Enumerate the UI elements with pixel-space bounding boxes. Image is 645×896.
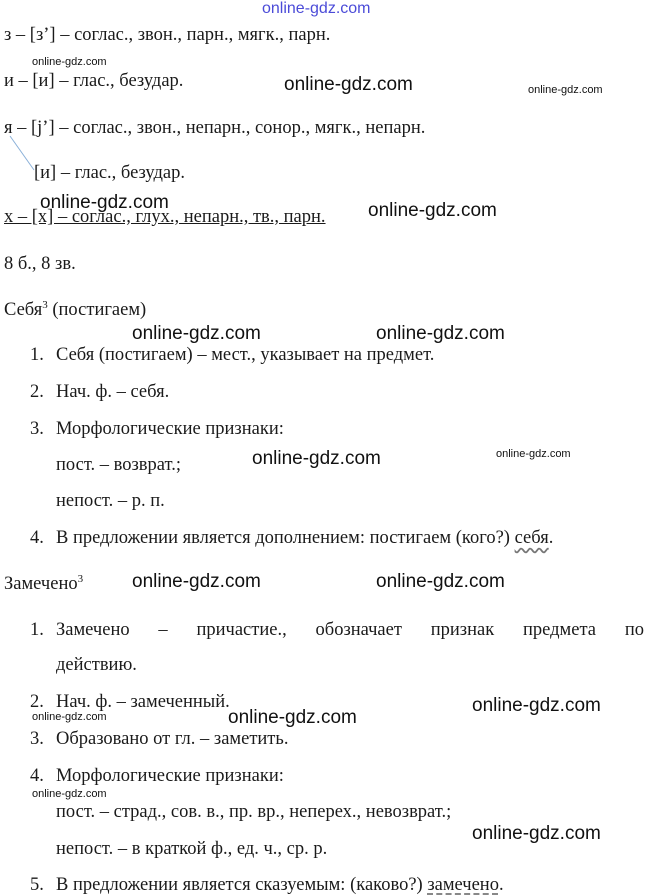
item-text: В предложении является дополнением: постигаем (кого?) — [56, 528, 515, 548]
word: по — [624, 620, 644, 640]
watermark: online-gdz.com — [32, 788, 107, 800]
watermark: online-gdz.com — [472, 695, 601, 716]
word: обозначает — [315, 620, 402, 640]
watermark: online-gdz.com — [40, 192, 169, 213]
watermark: online-gdz.com — [376, 571, 505, 592]
list-number: 1. — [30, 620, 44, 640]
watermark: online-gdz.com — [32, 56, 107, 68]
list-item: Морфологические признаки: — [56, 419, 284, 439]
heading-word: Замечено — [4, 574, 78, 594]
list-subitem: пост. – страд., сов. в., пр. вр., неперех., невозврат.; — [56, 802, 452, 822]
item-text: В предложении является сказуемым: (каково?) — [56, 875, 428, 895]
list-number: 4. — [30, 528, 44, 548]
list-item-continuation: действию. — [56, 655, 137, 675]
phonetic-line-ya: я – [j’] – соглас., звон., непарн., сонор., мягк., непарн. — [4, 118, 426, 138]
list-number: 2. — [30, 382, 44, 402]
watermark: online-gdz.com — [132, 571, 261, 592]
word: – — [158, 620, 168, 640]
watermark: online-gdz.com — [496, 448, 571, 460]
list-item-justified — [56, 619, 644, 641]
underlined-word: себя — [514, 528, 549, 548]
watermark: online-gdz.com — [472, 823, 601, 844]
list-number: 2. — [30, 692, 44, 712]
phonetic-line-ya-second: [и] – глас., безудар. — [34, 163, 186, 183]
sebya-heading — [4, 299, 146, 321]
list-number: 5. — [30, 875, 44, 895]
phonetic-line-z: з – [з’] – соглас., звон., парн., мягк., парн. — [4, 25, 331, 45]
list-item: Образовано от гл. – заметить. — [56, 729, 289, 749]
phonetic-line-h: х – [х] – соглас., глух., непарн., тв., парн. — [4, 207, 326, 227]
heading-superscript: 3 — [77, 573, 84, 585]
list-number: 1. — [30, 345, 44, 365]
phonetic-line-i: и – [и] – глас., безудар. — [4, 71, 184, 91]
word: Замечено — [56, 620, 130, 640]
heading-superscript: 3 — [42, 299, 48, 311]
watermark: online-gdz.com — [32, 711, 107, 723]
watermark: online-gdz.com — [376, 323, 505, 344]
item-end: . — [498, 875, 504, 895]
list-item — [56, 874, 504, 896]
list-subitem: непост. – р. п. — [56, 491, 165, 511]
zamecheno-heading — [4, 573, 83, 595]
item-end: . — [548, 528, 554, 548]
list-number: 3. — [30, 729, 44, 749]
watermark: online-gdz.com — [132, 323, 261, 344]
list-number: 3. — [30, 419, 44, 439]
list-subitem: непост. – в краткой ф., ед. ч., ср. р. — [56, 839, 328, 859]
list-item: Нач. ф. – себя. — [56, 382, 170, 402]
word: предмета — [523, 620, 597, 640]
list-item — [56, 527, 553, 549]
phonetic-summary: 8 б., 8 зв. — [4, 254, 76, 274]
underlined-word: замечено — [427, 875, 499, 895]
top-watermark: online-gdz.com — [262, 0, 371, 17]
list-item: Морфологические признаки: — [56, 766, 284, 786]
list-item: Себя (постигаем) – мест., указывает на предмет. — [56, 345, 435, 365]
list-subitem: пост. – возврат.; — [56, 455, 181, 475]
watermark: online-gdz.com — [228, 707, 357, 728]
word: причастие., — [196, 620, 287, 640]
heading-rest: (постигаем) — [47, 300, 147, 320]
heading-word: Себя — [4, 300, 43, 320]
watermark: online-gdz.com — [284, 74, 413, 95]
word: признак — [430, 620, 495, 640]
watermark: online-gdz.com — [252, 448, 381, 469]
watermark: online-gdz.com — [528, 84, 603, 96]
watermark: online-gdz.com — [368, 200, 497, 221]
list-number: 4. — [30, 766, 44, 786]
list-item: Нач. ф. – замеченный. — [56, 692, 230, 712]
